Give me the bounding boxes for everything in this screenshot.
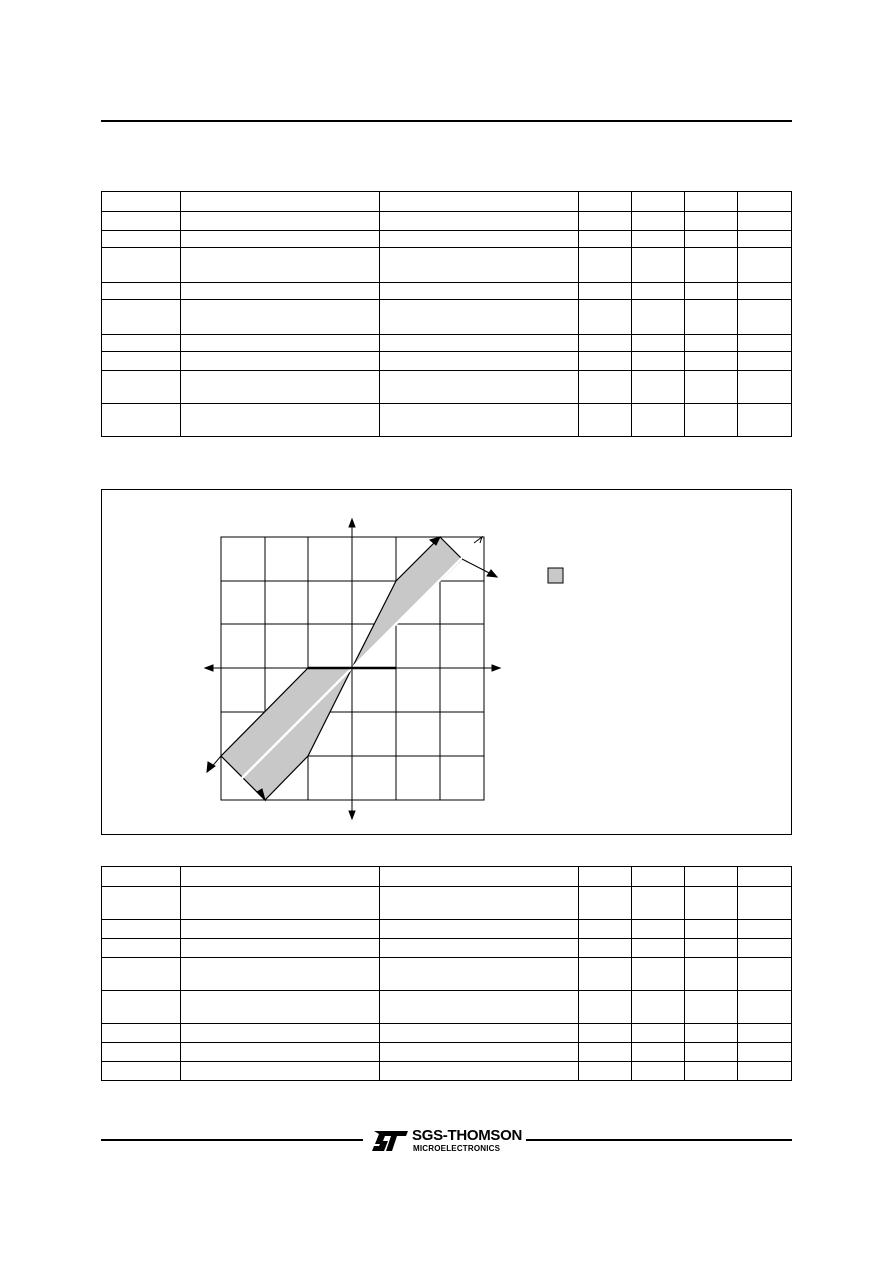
st-logo-icon [370, 1129, 410, 1153]
table-header-row [102, 192, 792, 212]
table-row [102, 958, 792, 991]
table-header-row [102, 867, 792, 887]
table-row [102, 283, 792, 300]
table-row [102, 1062, 792, 1081]
table-row [102, 1043, 792, 1062]
table-row [102, 939, 792, 958]
transfer-characteristic-figure [101, 489, 792, 835]
legend-swatch [548, 568, 563, 583]
transfer-characteristic-plot [102, 490, 791, 834]
table-row [102, 887, 792, 920]
table-row [102, 300, 792, 335]
spec-table-bottom [101, 866, 792, 1081]
table-row [102, 404, 792, 437]
brand-subtitle: MICROELECTRONICS [413, 1144, 501, 1153]
table-row [102, 231, 792, 248]
footer-rule-right [526, 1139, 792, 1141]
footer-rule-left [101, 1139, 363, 1141]
table-row [102, 248, 792, 283]
table-row [102, 212, 792, 231]
brand-logo [370, 1127, 523, 1155]
header-rule [101, 120, 792, 122]
table-row [102, 352, 792, 371]
brand-name: SGS-THOMSON [412, 1127, 523, 1144]
table-row [102, 335, 792, 352]
table-row [102, 371, 792, 404]
table-row [102, 920, 792, 939]
spec-table-top [101, 191, 792, 437]
table-row [102, 991, 792, 1024]
table-row [102, 1024, 792, 1043]
